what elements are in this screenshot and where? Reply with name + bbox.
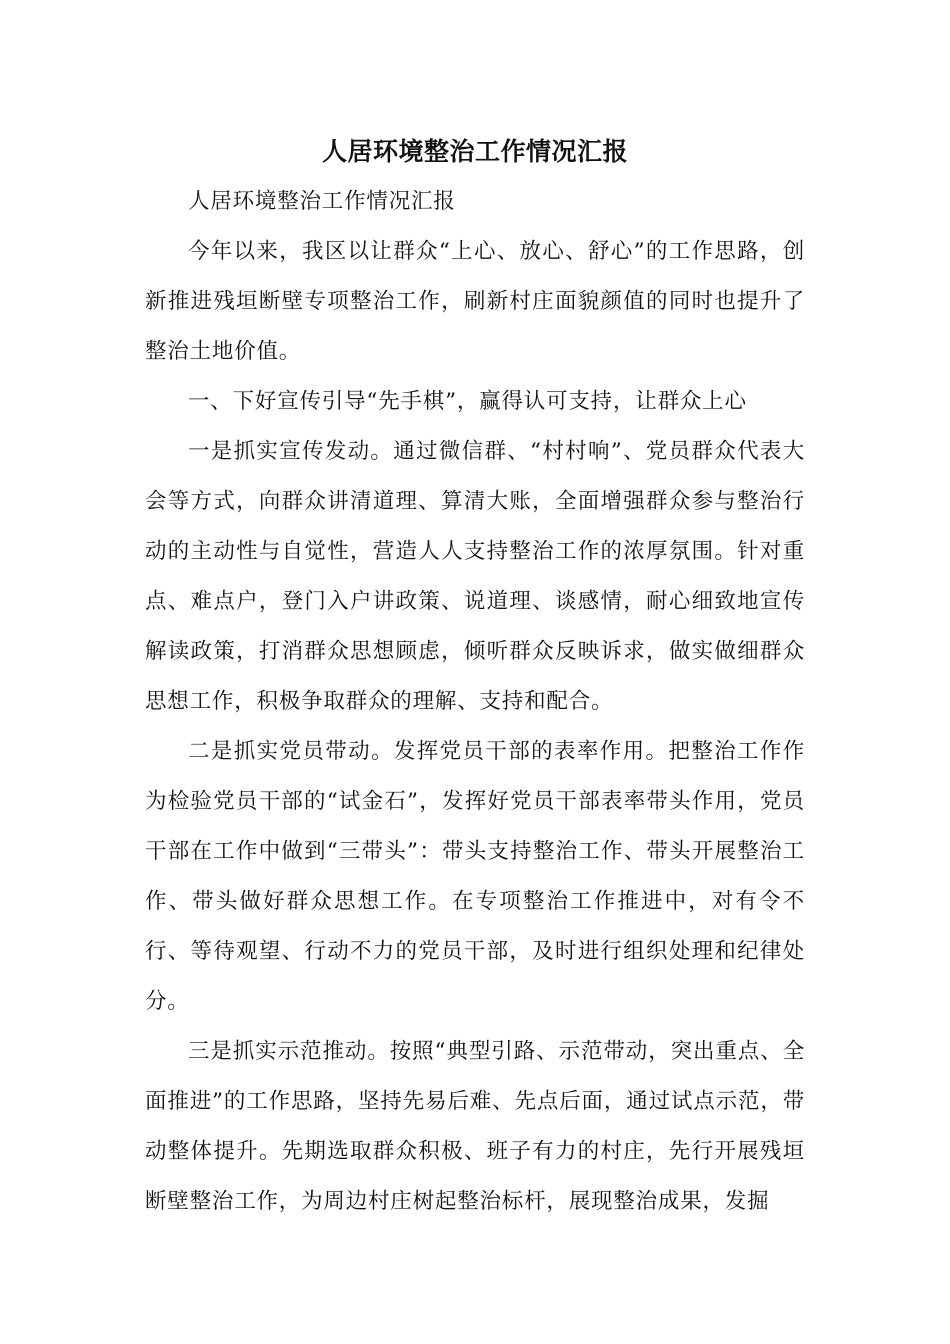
document-title: 人居环境整治工作情况汇报 bbox=[321, 137, 628, 166]
document-body bbox=[145, 177, 805, 1227]
intro-paragraph: 今年以来，我区以让群众“上心、放心、舒心”的工作思路，创新推进残垣断壁专项整治工作，刷新村庄面貌颜值的同时也提升了整治土地价值。 bbox=[145, 239, 805, 364]
body-paragraph-demonstration: 三是抓实示范推动。按照“典型引路、示范带动，突出重点、全面推进”的工作思路，坚持先易后难、先点后面，通过试点示范，带动整体提升。先期选取群众积极、班子有力的村庄，先行开展残垣断壁整治工作，为周边村庄树起整治标杆，展现整治成果，发掘 bbox=[145, 1039, 805, 1214]
section-heading-1: 一、下好宣传引导“先手棋”，赢得认可支持，让群众上心 bbox=[188, 389, 747, 414]
body-paragraph-party-members: 二是抓实党员带动。发挥党员干部的表率作用。把整治工作作为检验党员干部的“试金石”，发挥好党员干部表率带头作用，党员干部在工作中做到“三带头”：带头支持整治工作、带头开展整治工作、带头做好群众思想工作。在专项整治工作推进中，对有令不行、等待观望、行动不力的党员干部，及时进行组织处理和纪律处分。 bbox=[145, 739, 805, 1014]
subtitle-paragraph: 人居环境整治工作情况汇报 bbox=[188, 189, 456, 214]
body-paragraph-publicity: 一是抓实宣传发动。通过微信群、“村村响”、党员群众代表大会等方式，向群众讲清道理、算清大账，全面增强群众参与整治行动的主动性与自觉性，营造人人支持整治工作的浓厚氛围。针对重点、难点户，登门入户讲政策、说道理、谈感情，耐心细致地宣传解读政策，打消群众思想顾虑，倾听群众反映诉求，做实做细群众思想工作，积极争取群众的理解、支持和配合。 bbox=[145, 439, 805, 714]
